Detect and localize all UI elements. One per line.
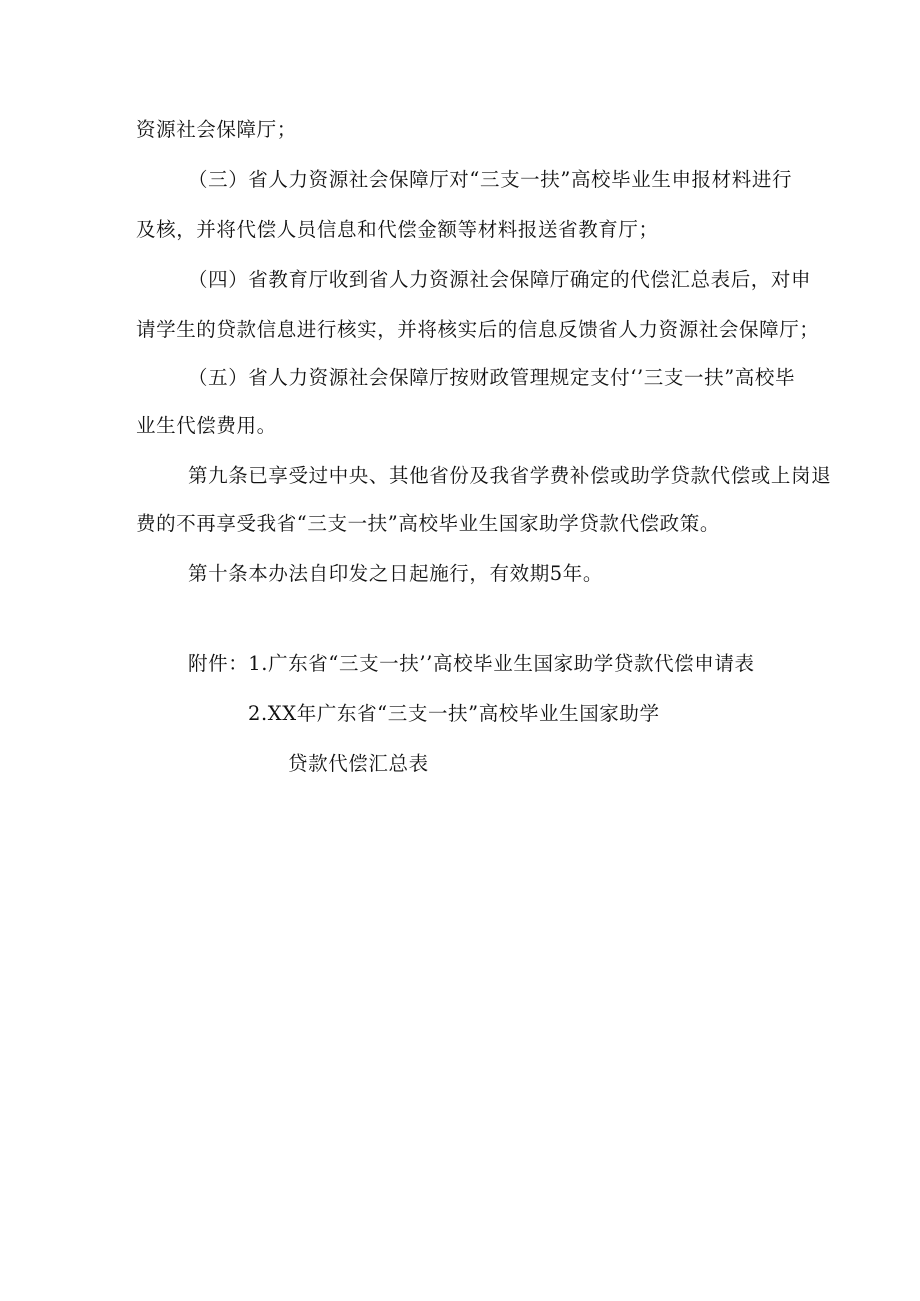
text-line-3: 及核，并将代偿人员信息和代偿金额等材料报送省教育厅； (136, 218, 659, 241)
attachment-line-3: 贷款代偿汇总表 (288, 752, 429, 775)
text-line-10: 第十条本办法自印发之日起施行，有效期5年。 (188, 562, 604, 585)
text-line-2: （三）省人力资源社会保障厅对“三支一扶”高校毕业生申报材料进行 (188, 168, 793, 191)
attachment-line-1: 附件：1.广东省“三支一扶’’高校毕业生国家助学贷款代偿申请表 (188, 652, 755, 675)
text-line-8: 第九条已享受过中央、其他省份及我省学费补偿或助学贷款代偿或上岗退 (188, 464, 832, 487)
text-line-7: 业生代偿费用。 (136, 414, 277, 437)
text-line-1: 资源社会保障厅； (136, 118, 297, 141)
text-line-4: （四）省教育厅收到省人力资源社会保障厅确定的代偿汇总表后，对申 (188, 268, 812, 291)
text-line-6: （五）省人力资源社会保障厅按财政管理规定支付‘’三支一扶”高校毕 (188, 366, 796, 389)
text-line-9: 费的不再享受我省“三支一扶”高校毕业生国家助学贷款代偿政策。 (136, 512, 720, 535)
text-line-5: 请学生的贷款信息进行核实，并将核实后的信息反馈省人力资源社会保障厅； (136, 318, 820, 341)
attachment-line-2: 2.XX年广东省“三支一扶”高校毕业生国家助学 (248, 702, 660, 725)
